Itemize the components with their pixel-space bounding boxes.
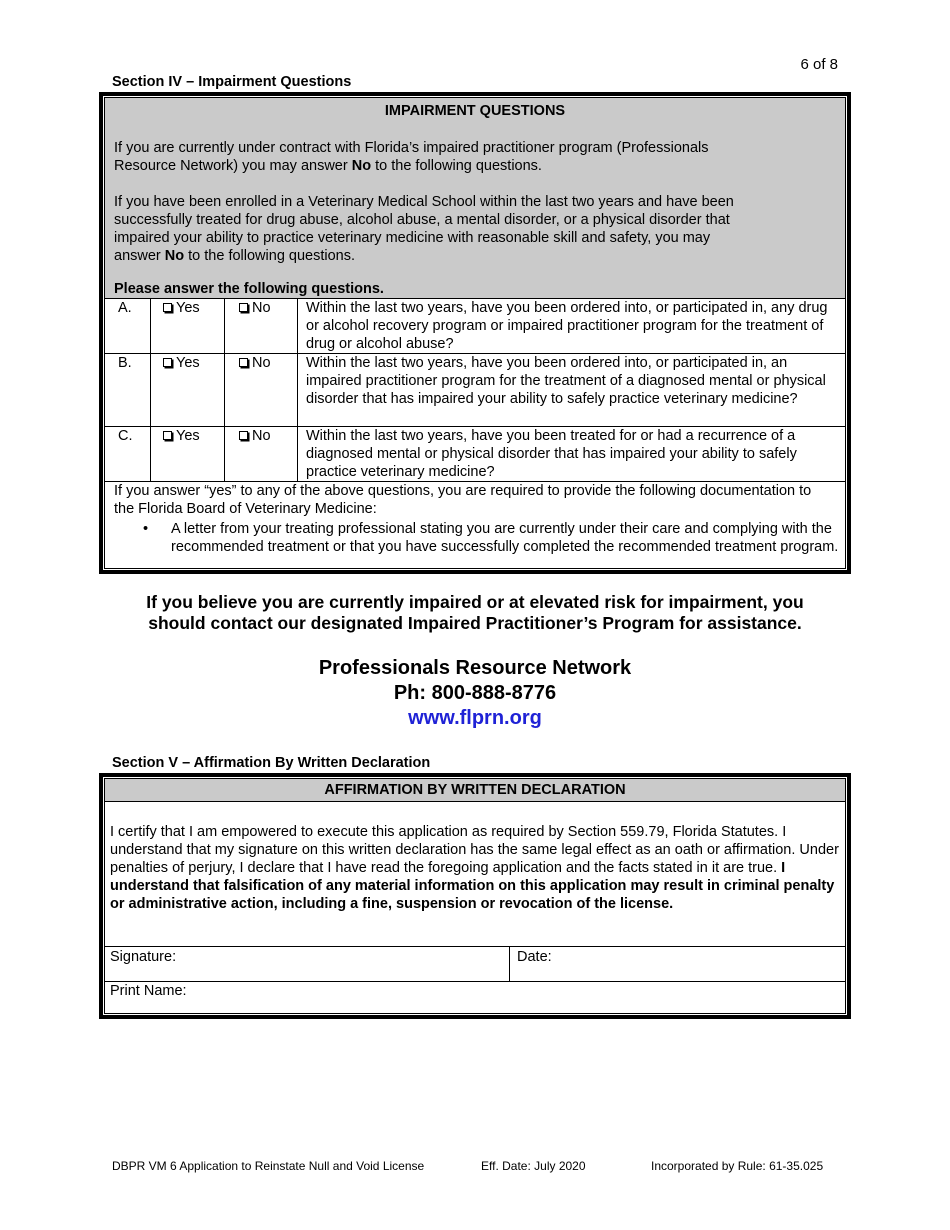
no-label: No <box>252 300 271 316</box>
contact-message-text: If you believe you are currently impaired or at elevated risk for impairment, you should contact our designated Impaired Practitioner’s Program for assistance. <box>146 592 804 633</box>
page-number: 6 of 8 <box>800 56 838 73</box>
checkbox-icon[interactable] <box>163 358 172 367</box>
question-row-a <box>105 299 845 354</box>
footer-form-name: DBPR VM 6 Application to Reinstate Null and Void License <box>112 1159 425 1173</box>
section-v-heading: Section V – Affirmation By Written Declaration <box>112 755 431 771</box>
footer-effective-date: Eff. Date: July 2020 <box>481 1159 586 1173</box>
bullet-text: A letter from your treating professional stating you are currently under their care and complying with the recommended treatment or that you have successfully completed the recommended treatment program. <box>171 521 839 555</box>
impairment-questions-inner <box>104 97 846 569</box>
prn-phone: Ph: 800-888-8776 <box>393 682 557 704</box>
footer-rule: Incorporated by Rule: 61-35.025 <box>651 1159 824 1173</box>
para1-text-a: If you are currently under contract with Florida’s impaired practitioner program (Professionals Resource Network) you may answer <box>114 140 709 174</box>
impairment-box-title: IMPAIRMENT QUESTIONS <box>384 103 566 119</box>
affirmation-inner <box>104 778 846 1014</box>
no-label: No <box>252 355 271 371</box>
affirmation-box <box>99 773 851 1019</box>
yes-label: Yes <box>176 300 200 316</box>
vet-school-paragraph <box>114 193 754 265</box>
affirmation-bold-text: I understand that falsification of any material information on this application may result in criminal penalty or administrative action, including a fine, suspension or revocation of the license. <box>110 860 835 912</box>
checkbox-icon[interactable] <box>239 431 248 440</box>
checkbox-icon[interactable] <box>239 303 248 312</box>
yes-option-a[interactable] <box>151 299 225 354</box>
date-label: Date: <box>517 949 552 965</box>
bullet-icon: • <box>143 521 149 537</box>
print-name-field[interactable]: Print Name: <box>110 983 187 999</box>
question-letter: C. <box>105 427 151 482</box>
no-option-c[interactable] <box>225 427 298 482</box>
question-text: Within the last two years, have you been ordered into, or participated in, an impaired practitioner program for the treatment of a diagnosed mental or physical disorder that has impaired your ability to safely practice veterinary medicine? <box>298 354 846 427</box>
prn-contract-paragraph <box>114 139 754 175</box>
question-text: Within the last two years, have you been ordered into, or participated in, any drug or alcohol recovery program or impaired practitioner program for the treatment of drug or alcohol abuse? <box>298 299 846 354</box>
para2-text-a: If you have been enrolled in a Veterinary Medical School within the last two years and have been successfully treated for drug abuse, alcohol abuse, a mental disorder, or a physical disorder that impaired your ability to practice veterinary medicine with reasonable skill and safety, you may answer <box>114 194 734 264</box>
affirmation-box-title: AFFIRMATION BY WRITTEN DECLARATION <box>105 779 845 802</box>
checkbox-icon[interactable] <box>239 358 248 367</box>
yes-label: Yes <box>176 428 200 444</box>
question-letter: A. <box>105 299 151 354</box>
please-answer-label: Please answer the following questions. <box>114 281 384 297</box>
para1-no: No <box>351 158 372 174</box>
affirmation-text <box>110 823 842 913</box>
impairment-instructions-panel <box>105 98 845 298</box>
no-label: No <box>252 428 271 444</box>
question-row-b <box>105 354 845 427</box>
para2-no: No <box>164 248 185 264</box>
checkbox-icon[interactable] <box>163 431 172 440</box>
yes-option-c[interactable] <box>151 427 225 482</box>
para1-text-b: to the following questions. <box>371 158 542 174</box>
affirmation-plain-text: I certify that I am empowered to execute this application as required by Section 559.79, Florida Statutes. I understand that my signature on this written declaration has the same legal effect as an oath or affirmation. Under penalties of perjury, I declare that I have read the foregoing application and the facts stated in it are true. <box>110 824 839 876</box>
signature-field[interactable]: Signature: <box>110 949 177 965</box>
yes-label: Yes <box>176 355 200 371</box>
yes-option-b[interactable] <box>151 354 225 427</box>
question-letter: B. <box>105 354 151 427</box>
section-iv-heading: Section IV – Impairment Questions <box>112 74 352 90</box>
impairment-questions-box <box>99 92 851 574</box>
no-option-a[interactable] <box>225 299 298 354</box>
yes-answer-note: If you answer “yes” to any of the above questions, you are required to provide the following documentation to the Florida Board of Veterinary Medicine: <box>114 483 812 517</box>
para2-text-b: to the following questions. <box>184 248 356 264</box>
prn-website-link[interactable]: www.flprn.org <box>408 707 542 729</box>
signature-row <box>105 946 845 982</box>
prn-org-name: Professionals Resource Network <box>318 657 632 679</box>
question-text: Within the last two years, have you been treated for or had a recurrence of a diagnosed mental or physical disorder that has impaired your ability to safely practice veterinary medicine? <box>298 427 846 482</box>
no-option-b[interactable] <box>225 354 298 427</box>
question-row-c <box>105 427 845 482</box>
contact-message <box>0 592 950 634</box>
checkbox-icon[interactable] <box>163 303 172 312</box>
date-field[interactable] <box>509 947 552 981</box>
questions-table <box>105 298 845 482</box>
